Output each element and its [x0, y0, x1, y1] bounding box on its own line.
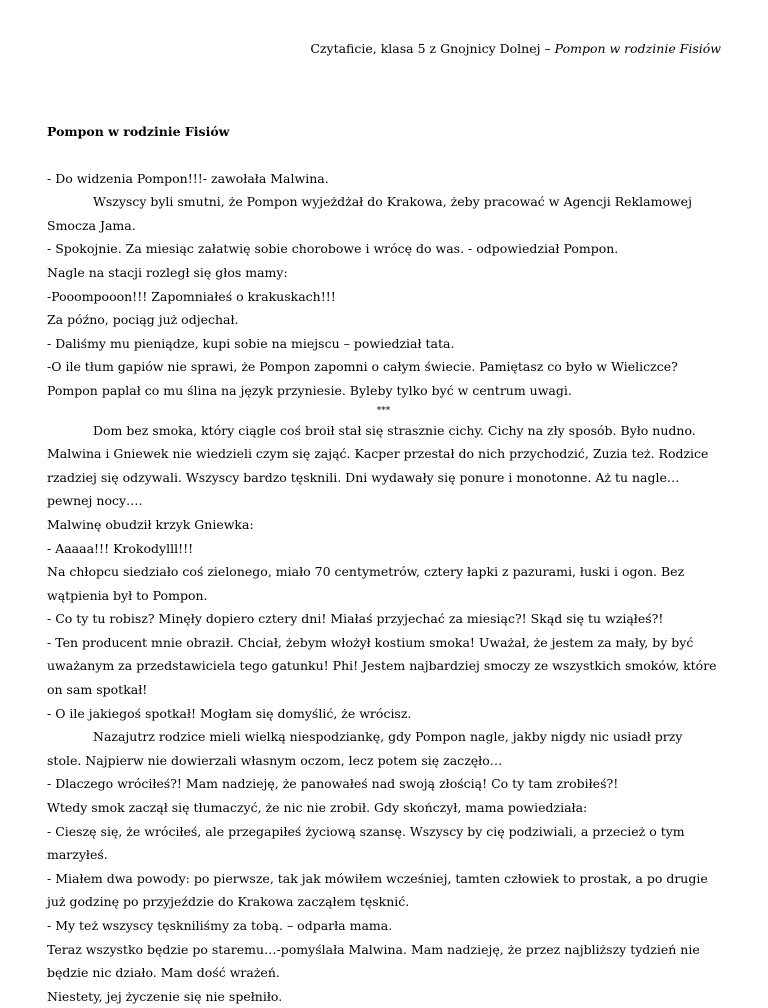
- paragraphs-bottom: [47, 419, 720, 1008]
- paragraph: Teraz wszystko będzie po staremu…-pomyślała Malwina. Mam nadzieję, że przez najbliższy tydzień nie będzie nic działo. Mam dość wrażeń.: [47, 941, 700, 981]
- paragraph: Wtedy smok zaczął się tłumaczyć, że nic nie zrobił. Gdy skończył, mama powiedziała:: [47, 800, 588, 816]
- paragraph: Za późno, pociąg już odjechał.: [47, 312, 239, 328]
- paragraph: Nagle na stacji rozległ się głos mamy:: [47, 264, 288, 280]
- paragraph: - Dlaczego wróciłeś?! Mam nadzieję, że panowałeś nad swoją złością! Co ty tam zrobiłeś?!: [47, 776, 619, 792]
- paragraph: - Aaaaa!!! Krokodylll!!!: [47, 540, 194, 556]
- paragraph: - Co ty tu robisz? Minęły dopiero cztery dni! Miałaś przyjechać za miesiąc?! Skąd się tu wziąłeś?!: [47, 611, 664, 627]
- paragraph: - My też wszyscy tęskniliśmy za tobą. – odparła mama.: [47, 918, 393, 933]
- section-separator: ***: [376, 405, 391, 416]
- document-title: Pompon w rodzinie Fisiów: [47, 124, 230, 139]
- paragraph: -O ile tłum gapiów nie sprawi, że Pompon zapomni o całym świecie. Pamiętasz co było w Wieliczce? Pompon paplał co mu ślina na język przyniesie. Byleby tylko być w centrum uwagi.: [47, 359, 678, 398]
- paragraph: - Do widzenia Pompon!!!- zawołała Malwina.: [47, 170, 329, 186]
- page-header: [310, 40, 721, 58]
- paragraph: - Cieszę się, że wróciłeś, ale przegapiłeś życiową szansę. Wszyscy by cię podziwiali, a przecież o tym marzyłeś.: [47, 823, 685, 863]
- paragraphs-top: [47, 167, 720, 403]
- paragraph: - Spokojnie. Za miesiąc załatwię sobie chorobowe i wrócę do was. - odpowiedział Pompon.: [47, 241, 619, 257]
- paragraph: -Pooompooon!!! Zapomniałeś o krakuskach!!!: [47, 288, 336, 304]
- paragraph: Nazajutrz rodzice mieli wielką niespodziankę, gdy Pompon nagle, jakby nigdy nic usiadł przy stole. Najpierw nie dowierzali własnym oczom, lecz potem się zaczęło…: [47, 729, 683, 768]
- paragraph: Niestety, jej życzenie się nie spełniło.: [47, 988, 283, 1004]
- document-body: [47, 120, 720, 1008]
- paragraph: Wszyscy byli smutni, że Pompon wyjeżdżał do Krakowa, żeby pracować w Agencji Reklamowej Smocza Jama.: [47, 194, 692, 233]
- paragraph: - Miałem dwa powody: po pierwsze, tak jak mówiłem wcześniej, tamten człowiek to prostak, a po drugie już godzinę po przyjeździe do Krakowa zacząłem tęsknić.: [47, 870, 708, 910]
- paragraph: - O ile jakiegoś spotkał! Mogłam się domyślić, że wrócisz.: [47, 705, 412, 721]
- paragraph: Na chłopcu siedziało coś zielonego, miało 70 centymetrów, cztery łapki z pazurami, łuski i ogon. Bez wątpienia był to Pompon.: [47, 564, 685, 603]
- header-title: Pompon w rodzinie Fisiów: [554, 41, 721, 56]
- header-prefix: Czytaficie, klasa 5 z Gnojnicy Dolnej –: [310, 41, 555, 56]
- paragraph: Dom bez smoka, który ciągle coś broił stał się strasznie cichy. Cichy na zły sposób. Było nudno. Malwina i Gniewek nie wiedzieli czym się zająć. Kacper przestał do nich przychodzić, Zuzia też. Rodzice rzadziej się odzywali. Wszyscy bardzo tęsknili. Dni wydawały się ponure i monotonne. Aż tu nagle…pewnej nocy….: [47, 422, 709, 509]
- paragraph: - Daliśmy mu pieniądze, kupi sobie na miejscu – powiedział tata.: [47, 335, 455, 351]
- paragraph: - Ten producent mnie obraził. Chciał, żebym włożył kostium smoka! Uważał, że jestem za mały, by być uważanym za przedstawiciela tego gatunku! Phi! Jestem najbardziej smoczy ze wszystkich smoków, które on sam spotkał!: [47, 634, 717, 698]
- paragraph: Malwinę obudził krzyk Gniewka:: [47, 516, 254, 532]
